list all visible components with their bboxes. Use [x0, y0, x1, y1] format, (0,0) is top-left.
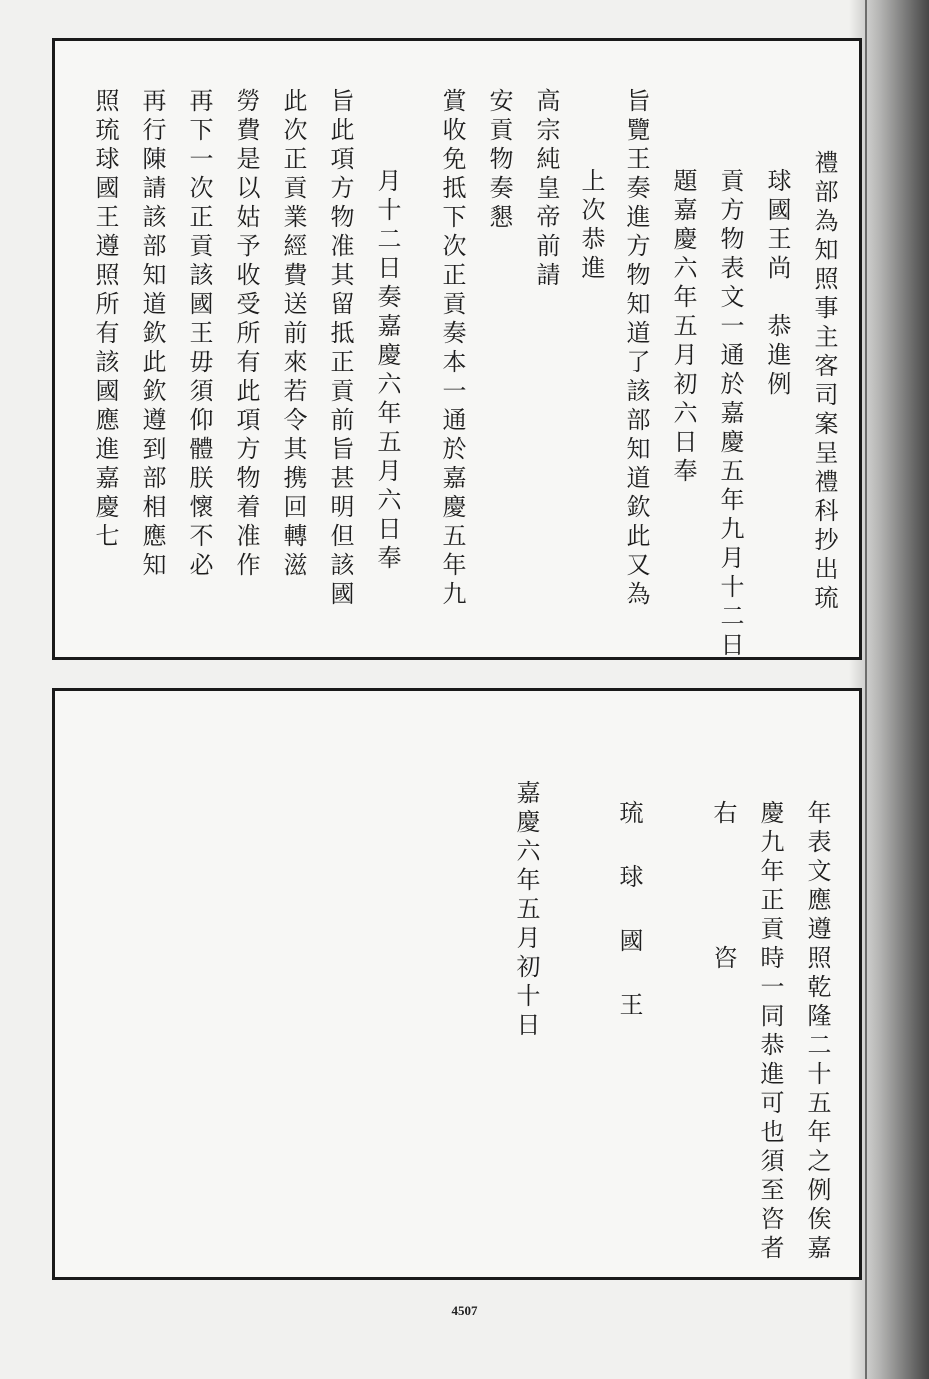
top-column-4: 題嘉慶六年五月初六日奉 — [669, 168, 697, 487]
top-column-11: 旨此項方物准其留抵正貢前旨甚明但該國 — [326, 88, 354, 610]
bottom-column-3: 右 咨 — [709, 800, 737, 974]
top-column-2: 球國王尚 恭進例 — [763, 168, 791, 400]
bottom-column-4: 琉球國王 — [615, 800, 643, 1056]
top-column-7: 高宗純皇帝前請 — [532, 88, 560, 291]
bottom-column-5: 嘉慶六年五月初十日 — [512, 780, 540, 1041]
document-panel-bottom — [52, 688, 862, 1280]
top-column-8: 安貢物奏懇 — [485, 88, 513, 233]
page-number: 4507 — [451, 1303, 478, 1318]
bottom-column-2: 慶九年正貢時一同恭進可也須至咨者 — [756, 800, 784, 1264]
top-column-1: 禮部為知照事主客司案呈禮科抄出琉 — [810, 150, 838, 614]
bottom-column-1: 年表文應遵照乾隆二十五年之例俟嘉 — [803, 800, 831, 1264]
top-column-3: 貢方物表文一通於嘉慶五年九月十二日 — [716, 168, 744, 661]
top-column-14: 再下一次正貢該國王毋須仰體朕懷不必 — [185, 88, 213, 581]
gutter-line — [865, 0, 867, 1379]
top-column-13: 勞費是以姑予收受所有此項方物着准作 — [232, 88, 260, 581]
top-column-10: 月十二日奏嘉慶六年五月六日奉 — [373, 168, 401, 574]
top-column-6: 上次恭進 — [577, 168, 605, 284]
top-column-16: 照琉球國王遵照所有該國應進嘉慶七 — [91, 88, 119, 552]
top-column-5: 旨覽王奏進方物知道了該部知道欽此又為 — [622, 88, 650, 610]
top-column-15: 再行陳請該部知道欽此欽遵到部相應知 — [138, 88, 166, 581]
top-column-12: 此次正貢業經費送前來若令其携回轉滋 — [279, 88, 307, 581]
top-column-9: 賞收免抵下次正貢奏本一通於嘉慶五年九 — [438, 88, 466, 610]
